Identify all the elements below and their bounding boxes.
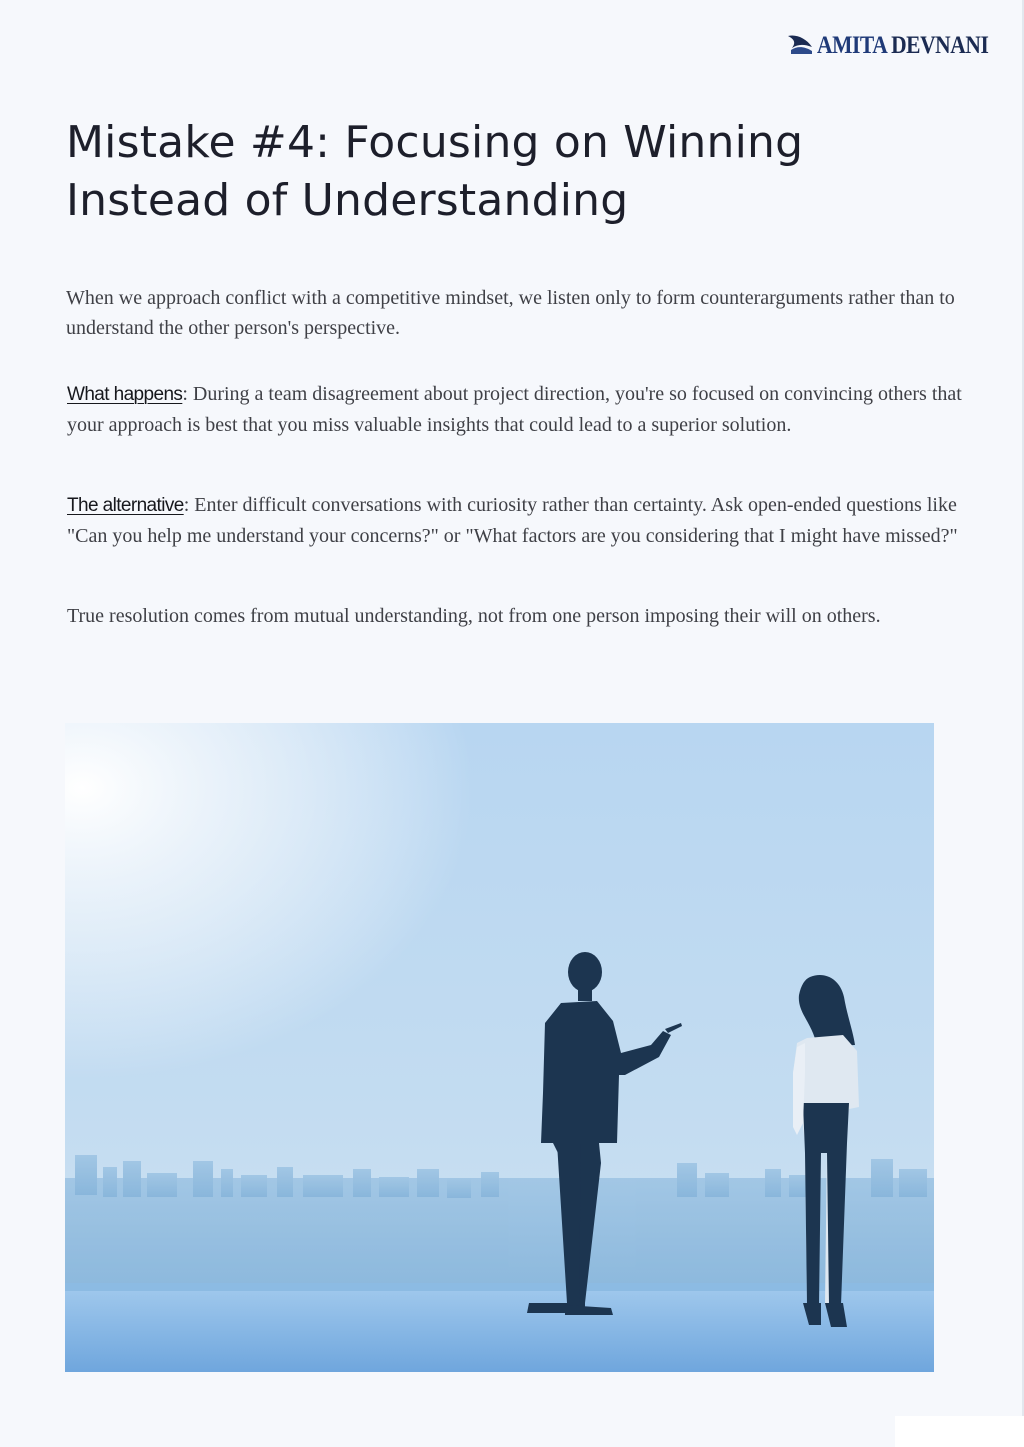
window-ledge — [65, 1283, 934, 1291]
brand-name-last: DEVNANI — [891, 31, 989, 59]
brand-name — [817, 33, 988, 58]
what-happens-paragraph — [67, 379, 967, 440]
alternative-paragraph — [67, 490, 967, 551]
brand-name-first: AMITA — [817, 31, 887, 59]
article-photo — [65, 723, 934, 1372]
office-conflict-illustration — [65, 723, 934, 1372]
alternative-label: The alternative — [67, 495, 184, 516]
what-happens-text: : During a team disagreement about project direction, you're so focused on convincing others that your approach is best that you miss valuable insights that could lead to a superior solution. — [67, 383, 962, 436]
page-title: Mistake #4: Focusing on Winning Instead of Understanding — [66, 117, 804, 226]
what-happens-label: What happens — [67, 384, 183, 405]
alternative-text: : Enter difficult conversations with curiosity rather than certainty. Ask open-ended questions like "Can you help me understand your concerns?" or "What factors are you considering that I might have missed?" — [67, 494, 958, 547]
corner-patch — [895, 1416, 1024, 1447]
leaf-logo-icon — [786, 32, 814, 58]
resolution-paragraph: True resolution comes from mutual understanding, not from one person imposing their will on others. — [67, 605, 881, 627]
intro-paragraph: When we approach conflict with a competitive mindset, we listen only to form counterarguments rather than to understand the other person's perspective. — [66, 287, 955, 339]
brand-logo[interactable] — [786, 30, 1016, 60]
